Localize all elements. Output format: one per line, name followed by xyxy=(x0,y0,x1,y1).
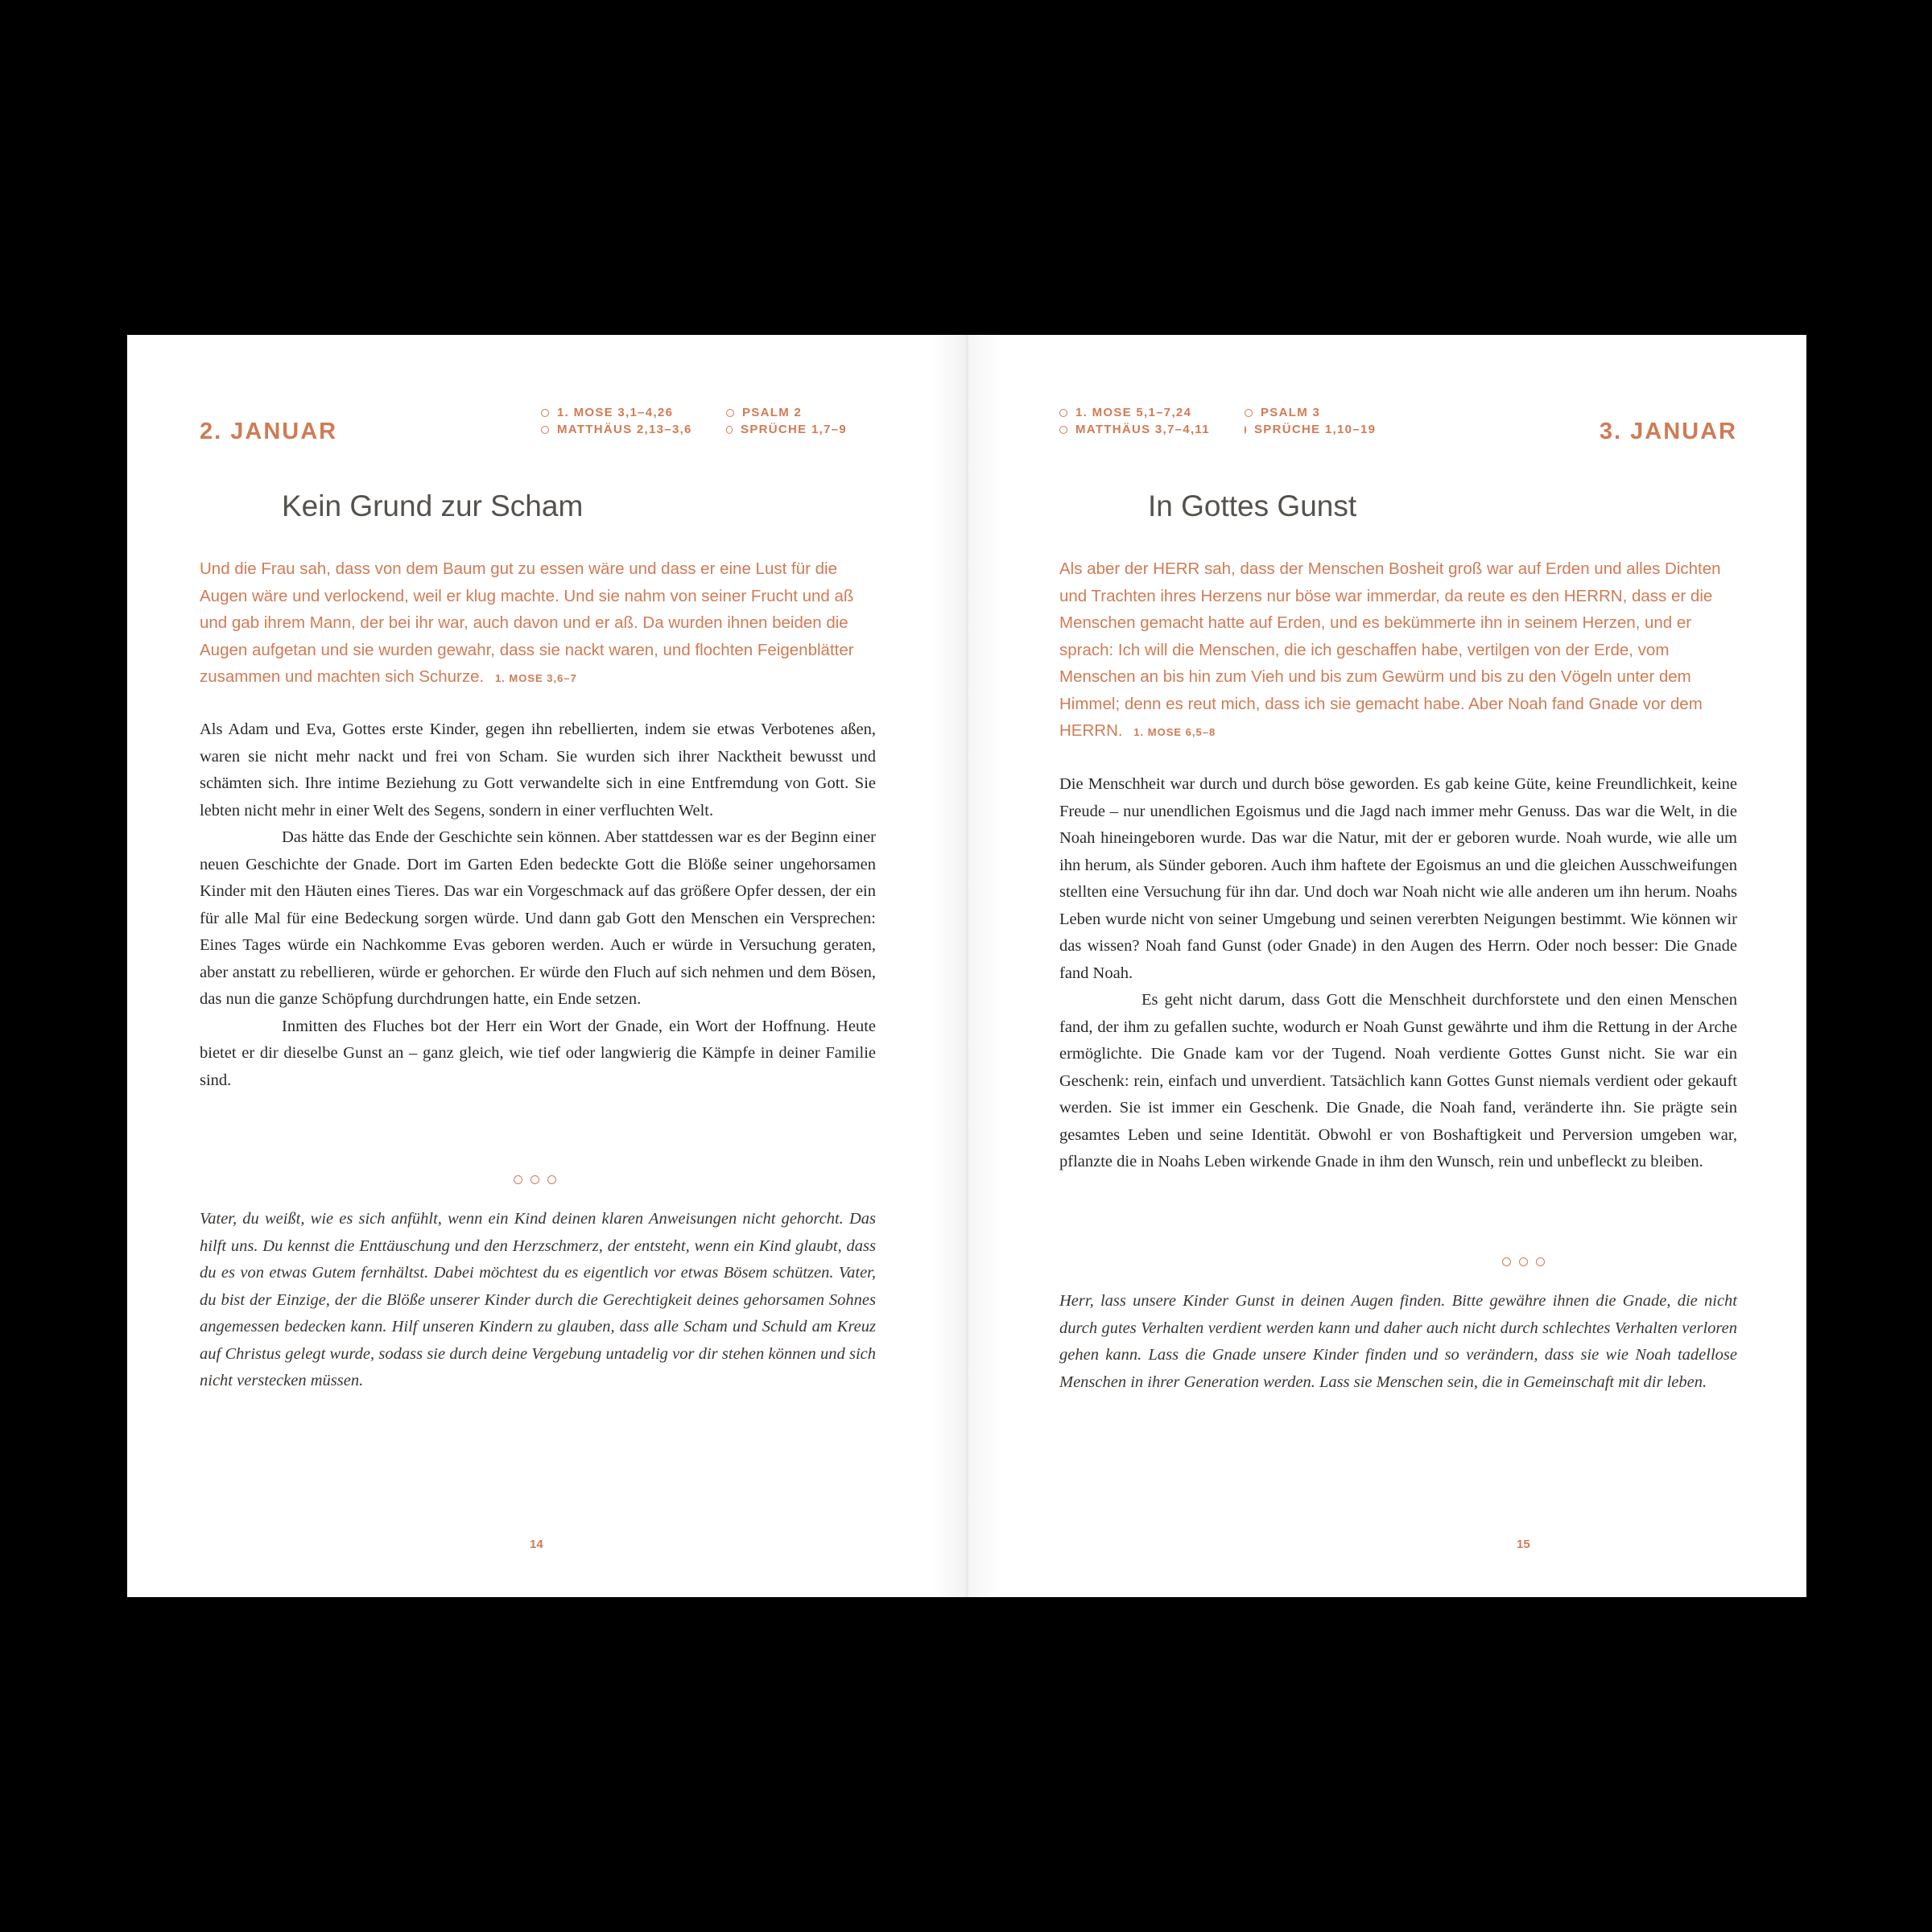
reading-item xyxy=(1245,406,1365,419)
devotional-body xyxy=(1059,771,1737,1176)
devotional-body xyxy=(200,716,876,1094)
circle-bullet-icon xyxy=(541,426,549,434)
ornament-divider-icon xyxy=(1502,1257,1545,1266)
ornament-divider-icon xyxy=(514,1175,556,1184)
reading-item xyxy=(541,423,726,436)
scripture-quote xyxy=(200,555,876,692)
reading-label: SPRÜCHE 1,10–19 xyxy=(1254,423,1377,436)
reading-item xyxy=(726,406,847,419)
reading-label: MATTHÄUS 2,13–3,6 xyxy=(557,423,692,436)
body-paragraph: Es geht nicht darum, dass Gott die Menschheit durchforstete und den einen Menschen fand, der ihm zu gefallen suchte, wodurch er Noah Gunst gewährte und ihm die Rettung in der Arche ermöglichte. Die Gnade kam vor der Tugend. Noah verdiente Gottes Gunst nicht. Sie war ein Geschenk: rein, einfach und unverdient. Tatsächlich kann Gottes Gunst niemals verdient oder gekauft werden. Sie ist immer ein Geschenk. Die Gnade, die Noah fand, veränderte ihn. Sie prägte sein gesamtes Leben und seine Identität. Obwohl er von Boshaftigkeit und Perversion umgeben war, pflanzte die in Noahs Leben wirkende Gnade in ihm den Wunsch, rein und unbefleckt zu bleiben. xyxy=(1059,991,1737,1170)
body-paragraph: Die Menschheit war durch und durch böse geworden. Es gab keine Güte, keine Freundlichkeit, keine Freude – nur unendlichen Egoismus und die Jagd nach immer mehr Genuss. Das war die Welt, in die Noah hineingeboren wurde. Das war die Natur, mit der er geboren wurde. Noah wurde, wie alle um ihn herum, als Sünder geboren. Auch ihm haftete der Egoismus an und die gleichen Ausschweifungen stellten eine Versuchung für ihn dar. Und doch war Noah nicht wie alle anderen um ihn herum. Noahs Leben wurde nicht von seiner Umgebung und seinen vererbten Neigungen bestimmt. Wie können wir das wissen? Noah fand Gunst (oder Gnade) in den Augen des Herrn. Oder noch besser: Die Gnade fand Noah. xyxy=(1059,775,1737,982)
reading-item xyxy=(1245,423,1377,436)
reading-label: 1. MOSE 5,1–7,24 xyxy=(1075,406,1192,419)
devotional-title: Kein Grund zur Scham xyxy=(282,489,584,522)
scripture-quote xyxy=(1059,555,1728,746)
left-page xyxy=(127,335,966,1597)
page-number: 14 xyxy=(530,1538,543,1551)
reading-label: PSALM 2 xyxy=(742,406,803,419)
scripture-quote-text: Als aber der HERR sah, dass der Menschen Bosheit groß war auf Erden und alles Dichten und Trachten ihres Herzens nur böse war immerdar, da reute es den HERRN, dass er die Menschen gemacht hatte auf Erden, und es bekümmerte ihn in seinem Herzen, und er sprach: Ich will die Menschen, die ich geschaffen habe, vertilgen von der Erde, vom Menschen an bis hin zum Vieh und bis zum Gewürm und bis zu den Vögeln unter dem Himmel; denn es reut mich, dass ich sie gemacht habe. Aber Noah fand Gnade vor dem HERRN. xyxy=(1059,559,1721,740)
devotional-title: In Gottes Gunst xyxy=(1148,489,1357,522)
body-paragraph: Das hätte das Ende der Geschichte sein können. Aber stattdessen war es der Beginn einer neuen Geschichte der Gnade. Dort im Garten Eden bedeckte Gott die Blöße seiner ungehorsamen Kinder mit den Häuten eines Tieres. Das war ein Vorgeschmack auf das größere Opfer dessen, der ein für alle Mal für eine Bedeckung sorgen würde. Und dann gab Gott den Menschen ein Versprechen: Eines Tages würde ein Nachkomme Evas geboren werden. Auch er würde in Versuchung geraten, aber anstatt zu rebellieren, würde er gehorchen. Er würde den Fluch auf sich nehmen und dem Bösen, das nun die ganze Schöpfung durchdrungen hatte, ein Ende setzen. xyxy=(200,828,876,1008)
prayer-text: Herr, lass unsere Kinder Gunst in deinen Augen finden. Bitte gewähre ihnen die Gnade, die nicht durch gutes Verhalten verdient werden kann und daher auch nicht durch schlechtes Verhalten verloren gehen kann. Lass die Gnade unsere Kinder finden und so verändern, dass sie wie Noah tadellose Menschen in ihrer Generation werden. Lass sie Menschen sein, die in Gemeinschaft mit dir leben. xyxy=(1059,1292,1737,1391)
circle-bullet-icon xyxy=(726,409,734,417)
reading-label: MATTHÄUS 3,7–4,11 xyxy=(1075,423,1210,436)
scripture-quote-text: Und die Frau sah, dass von dem Baum gut zu essen wäre und dass er eine Lust für die Augen wäre und verlockend, weil er klug machte. Und sie nahm von seiner Frucht und aß und gab ihrem Mann, der bei ihr war, auch davon und er aß. Da wurden ihnen beiden die Augen aufgetan und sie wurden gewahr, dass sie nackt waren, und flochten Feigenblätter zusammen und machten sich Schurze. xyxy=(200,559,854,686)
reading-item xyxy=(1059,423,1245,436)
body-paragraph: Als Adam und Eva, Gottes erste Kinder, gegen ihn rebellierten, indem sie etwas Verbotenes aßen, waren sie nicht mehr nackt und frei von Scham. Sie wurden sich ihrer Nacktheit bewusst und schämten sich. Ihre intime Beziehung zu Gott verwandelte sich in eine Entfremdung von Gott. Sie lebten nicht mehr in einer Welt des Segens, sondern in einer verfluchten Welt. xyxy=(200,720,876,819)
prayer-text: Vater, du weißt, wie es sich anfühlt, wenn ein Kind deinen klaren Anweisungen nicht gehorcht. Das hilft uns. Du kennst die Enttäuschung und den Herzschmerz, der entsteht, wenn ein Kind glaubt, dass du es von etwas Gutem fernhältst. Dabei möchtest du es eigentlich vor etwas Bösem schützen. Vater, du bist der Einzige, der die Blöße unserer Kinder durch die Gerechtigkeit deines gehorsamen Sohnes angemessen bedecken kann. Hilf unseren Kindern zu glauben, dass alle Scham und Schuld am Kreuz auf Christus gelegt wurde, sodass sie durch deine Vergebung untadelig vor dir stehen können und sich nicht verstecken müssen. xyxy=(200,1210,876,1389)
circle-bullet-icon xyxy=(1245,409,1253,417)
right-page xyxy=(968,335,1806,1597)
scripture-reference: 1. MOSE 3,6–7 xyxy=(494,672,577,684)
body-paragraph: Inmitten des Fluches bot der Herr ein Wort der Gnade, ein Wort der Hoffnung. Heute bietet er dir dieselbe Gunst an – ganz gleich, wie tief oder langwierig die Kämpfe in deiner Familie sind. xyxy=(200,1017,876,1089)
reading-plan xyxy=(541,406,847,436)
circle-bullet-icon xyxy=(1059,409,1067,417)
circle-bullet-icon xyxy=(1245,426,1246,434)
reading-item xyxy=(541,406,726,419)
reading-label: SPRÜCHE 1,7–9 xyxy=(741,423,847,436)
circle-bullet-icon xyxy=(1059,426,1067,434)
reading-plan xyxy=(1059,406,1377,436)
reading-item xyxy=(1059,406,1245,419)
reading-label: PSALM 3 xyxy=(1261,406,1321,419)
scripture-reference: 1. MOSE 6,5–8 xyxy=(1133,726,1216,738)
reading-label: 1. MOSE 3,1–4,26 xyxy=(557,406,674,419)
reading-item xyxy=(726,423,847,436)
circle-bullet-icon xyxy=(541,409,549,417)
page-date: 2. JANUAR xyxy=(200,419,338,444)
page-number: 15 xyxy=(1517,1538,1530,1551)
book-spread xyxy=(127,335,1806,1597)
circle-bullet-icon xyxy=(726,426,733,434)
page-date: 3. JANUAR xyxy=(1599,419,1737,444)
